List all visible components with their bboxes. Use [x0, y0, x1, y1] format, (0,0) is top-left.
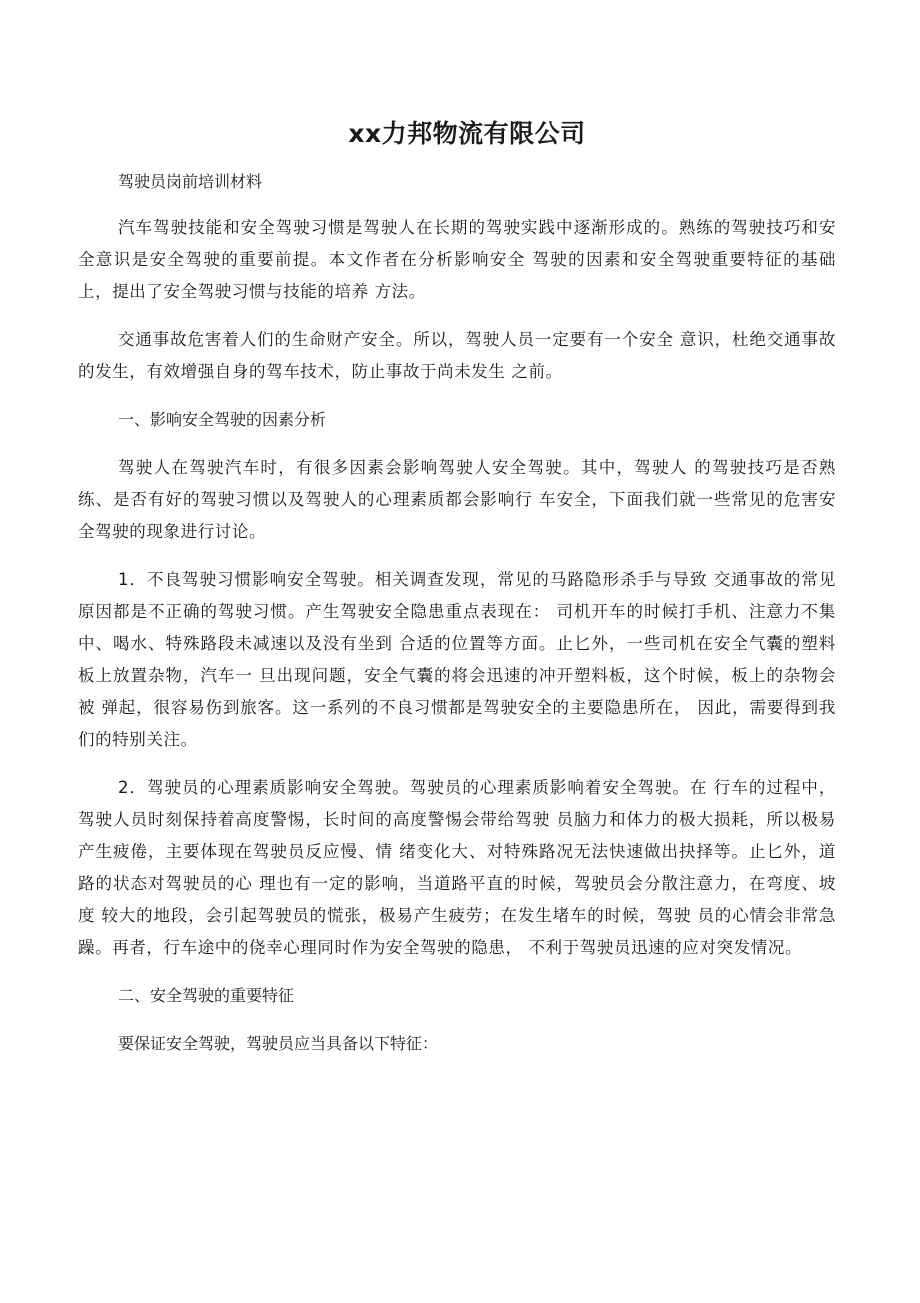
- document-subtitle: 驾驶员岗前培训材料: [118, 172, 263, 191]
- section-1-point-2-paragraph: 2．驾驶员的心理素质影响安全驾驶。驾驶员的心理素质影响着安全驾驶。在 行车的过程中，驾驶人员时刻保持着高度警惕，长时间的高度警惕会带给驾驶 员脑力和体力的极大损耗，所以极易产生疲倦，主要体现在驾驶员反应慢、情 绪变化大、对特殊路况无法快速做出抉择等。止匕外，道路的状态对驾驶员的心 理也有一定的影响，当道路平直的时候，驾驶员会分散注意力，在弯度、坡度 较大的地段，会引起驾驶员的慌张，极易产生疲劳；在发生堵车的时候，驾驶 员的心情会非常急躁。再者，行车途中的侥幸心理同时作为安全驾驶的隐患， 不利于驾驶员迅速的应对突发情况。: [78, 778, 836, 957]
- section-1-intro-paragraph: 驾驶人在驾驶汽车时，有很多因素会影响驾驶人安全驾驶。其中，驾驶人 的驾驶技巧是否熟练、是否有好的驾驶习惯以及驾驶人的心理素质都会影响行 车安全，下面我们就一些常见的危害安全驾驶的现象进行讨论。: [78, 458, 836, 541]
- intro-paragraph-1: 汽车驾驶技能和安全驾驶习惯是驾驶人在长期的驾驶实践中逐渐形成的。熟练的驾驶技巧和安全意识是安全驾驶的重要前提。本文作者在分析影响安全 驾驶的因素和安全驾驶重要特征的基础上，提出了安全驾驶习惯与技能的培养 方法。: [78, 218, 836, 301]
- document-title: xx力邦物流有限公司: [348, 119, 586, 148]
- section-1-heading: 一、影响安全驾驶的因素分析: [118, 410, 327, 429]
- section-1-point-1-paragraph: 1．不良驾驶习惯影响安全驾驶。相关调查发现，常见的马路隐形杀手与导致 交通事故的常见原因都是不正确的驾驶习惯。产生驾驶安全隐患重点表现在： 司机开车的时候打手机、注意力不集中、喝水、特殊路段未减速以及没有坐到 合适的位置等方面。止匕外，一些司机在安全气囊的塑料板上放置杂物，汽车一 旦出现问题，安全气囊的将会迅速的冲开塑料板，这个时候，板上的杂物会被 弹起，很容易伤到旅客。这一系列的不良习惯都是驾驶安全的主要隐患所在， 因此，需要得到我们的特别关注。: [78, 570, 836, 749]
- intro-paragraph-2: 交通事故危害着人们的生命财产安全。所以，驾驶人员一定要有一个安全 意识，杜绝交通事故的发生，有效增强自身的驾车技术，防止事故于尚未发生 之前。: [78, 330, 836, 381]
- section-2-heading: 二、安全驾驶的重要特征: [118, 986, 295, 1005]
- section-2-intro-paragraph: 要保证安全驾驶，驾驶员应当具备以下特征：: [118, 1034, 439, 1053]
